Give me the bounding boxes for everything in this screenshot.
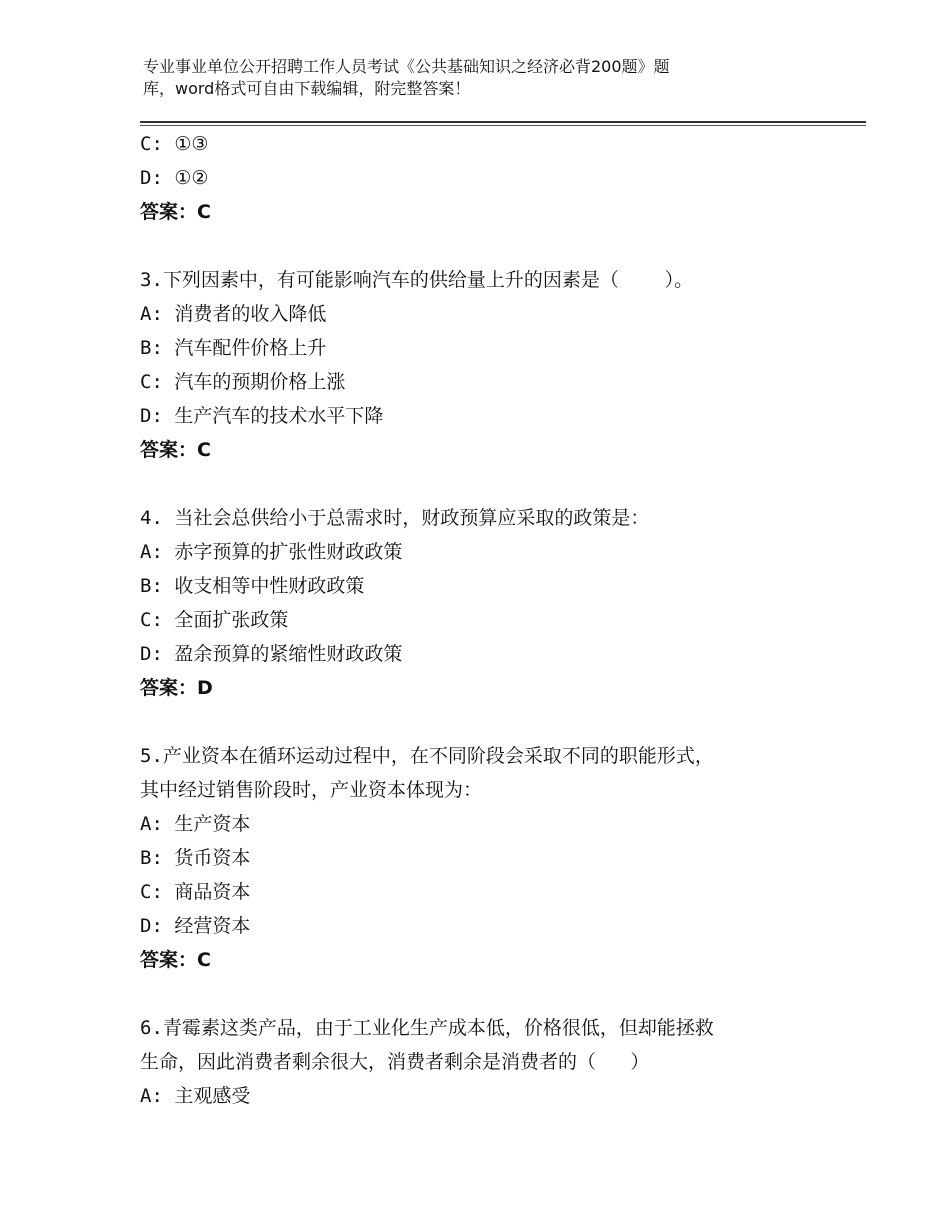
q5-question-line-1: 5.产业资本在循环运动过程中，在不同阶段会采取不同的职能形式， xyxy=(140,745,714,767)
spacer xyxy=(140,705,840,739)
q5-answer: 答案：C xyxy=(140,949,211,971)
spacer xyxy=(140,467,840,501)
q4-question: 4. 当社会总供给小于总需求时，财政预算应采取的政策是： xyxy=(140,507,650,529)
header-rule-thick xyxy=(140,121,866,123)
q3-option-d: D: 生产汽车的技术水平下降 xyxy=(140,405,384,427)
q5-option-c: C: 商品资本 xyxy=(140,881,251,903)
header-line-1: 专业事业单位公开招聘工作人员考试《公共基础知识之经济必背200题》题 xyxy=(143,57,670,76)
question-3-block xyxy=(140,263,840,467)
q5-option-d: D: 经营资本 xyxy=(140,915,251,937)
q5-option-a: A: 生产资本 xyxy=(140,813,251,835)
q3-answer: 答案：C xyxy=(140,439,211,461)
document-header xyxy=(143,56,783,100)
question-2-block xyxy=(140,127,840,229)
q5-question-line-2: 其中经过销售阶段时，产业资本体现为： xyxy=(140,779,483,801)
spacer xyxy=(140,229,840,263)
q3-question: 3.下列因素中，有可能影响汽车的供给量上升的因素是（ ）。 xyxy=(140,269,694,291)
q5-option-b: B: 货币资本 xyxy=(140,847,251,869)
q6-question-line-1: 6.青霉素这类产品，由于工业化生产成本低，价格很低，但却能拯救 xyxy=(140,1017,714,1039)
q4-answer: 答案：D xyxy=(140,677,213,699)
q4-option-c: C: 全面扩张政策 xyxy=(140,609,289,631)
question-5-block xyxy=(140,739,840,977)
q3-option-c: C: 汽车的预期价格上涨 xyxy=(140,371,346,393)
question-6-block xyxy=(140,1011,840,1113)
spacer xyxy=(140,977,840,1011)
header-line-2: 库，word格式可自由下载编辑，附完整答案！ xyxy=(143,79,471,98)
q6-question-line-2: 生命，因此消费者剩余很大，消费者剩余是消费者的（ ） xyxy=(140,1051,650,1073)
q4-option-d: D: 盈余预算的紧缩性财政政策 xyxy=(140,643,403,665)
q3-option-a: A: 消费者的收入降低 xyxy=(140,303,327,325)
document-body xyxy=(140,127,840,1113)
q4-option-a: A: 赤字预算的扩张性财政政策 xyxy=(140,541,403,563)
q4-option-b: B: 收支相等中性财政政策 xyxy=(140,575,365,597)
q2-option-c: C: ①③ xyxy=(140,133,209,155)
q2-answer: 答案：C xyxy=(140,201,211,223)
header-rule-thin xyxy=(140,125,866,126)
question-4-block xyxy=(140,501,840,705)
q2-option-d: D: ①② xyxy=(140,167,209,189)
q6-option-a: A: 主观感受 xyxy=(140,1085,251,1107)
q3-option-b: B: 汽车配件价格上升 xyxy=(140,337,327,359)
